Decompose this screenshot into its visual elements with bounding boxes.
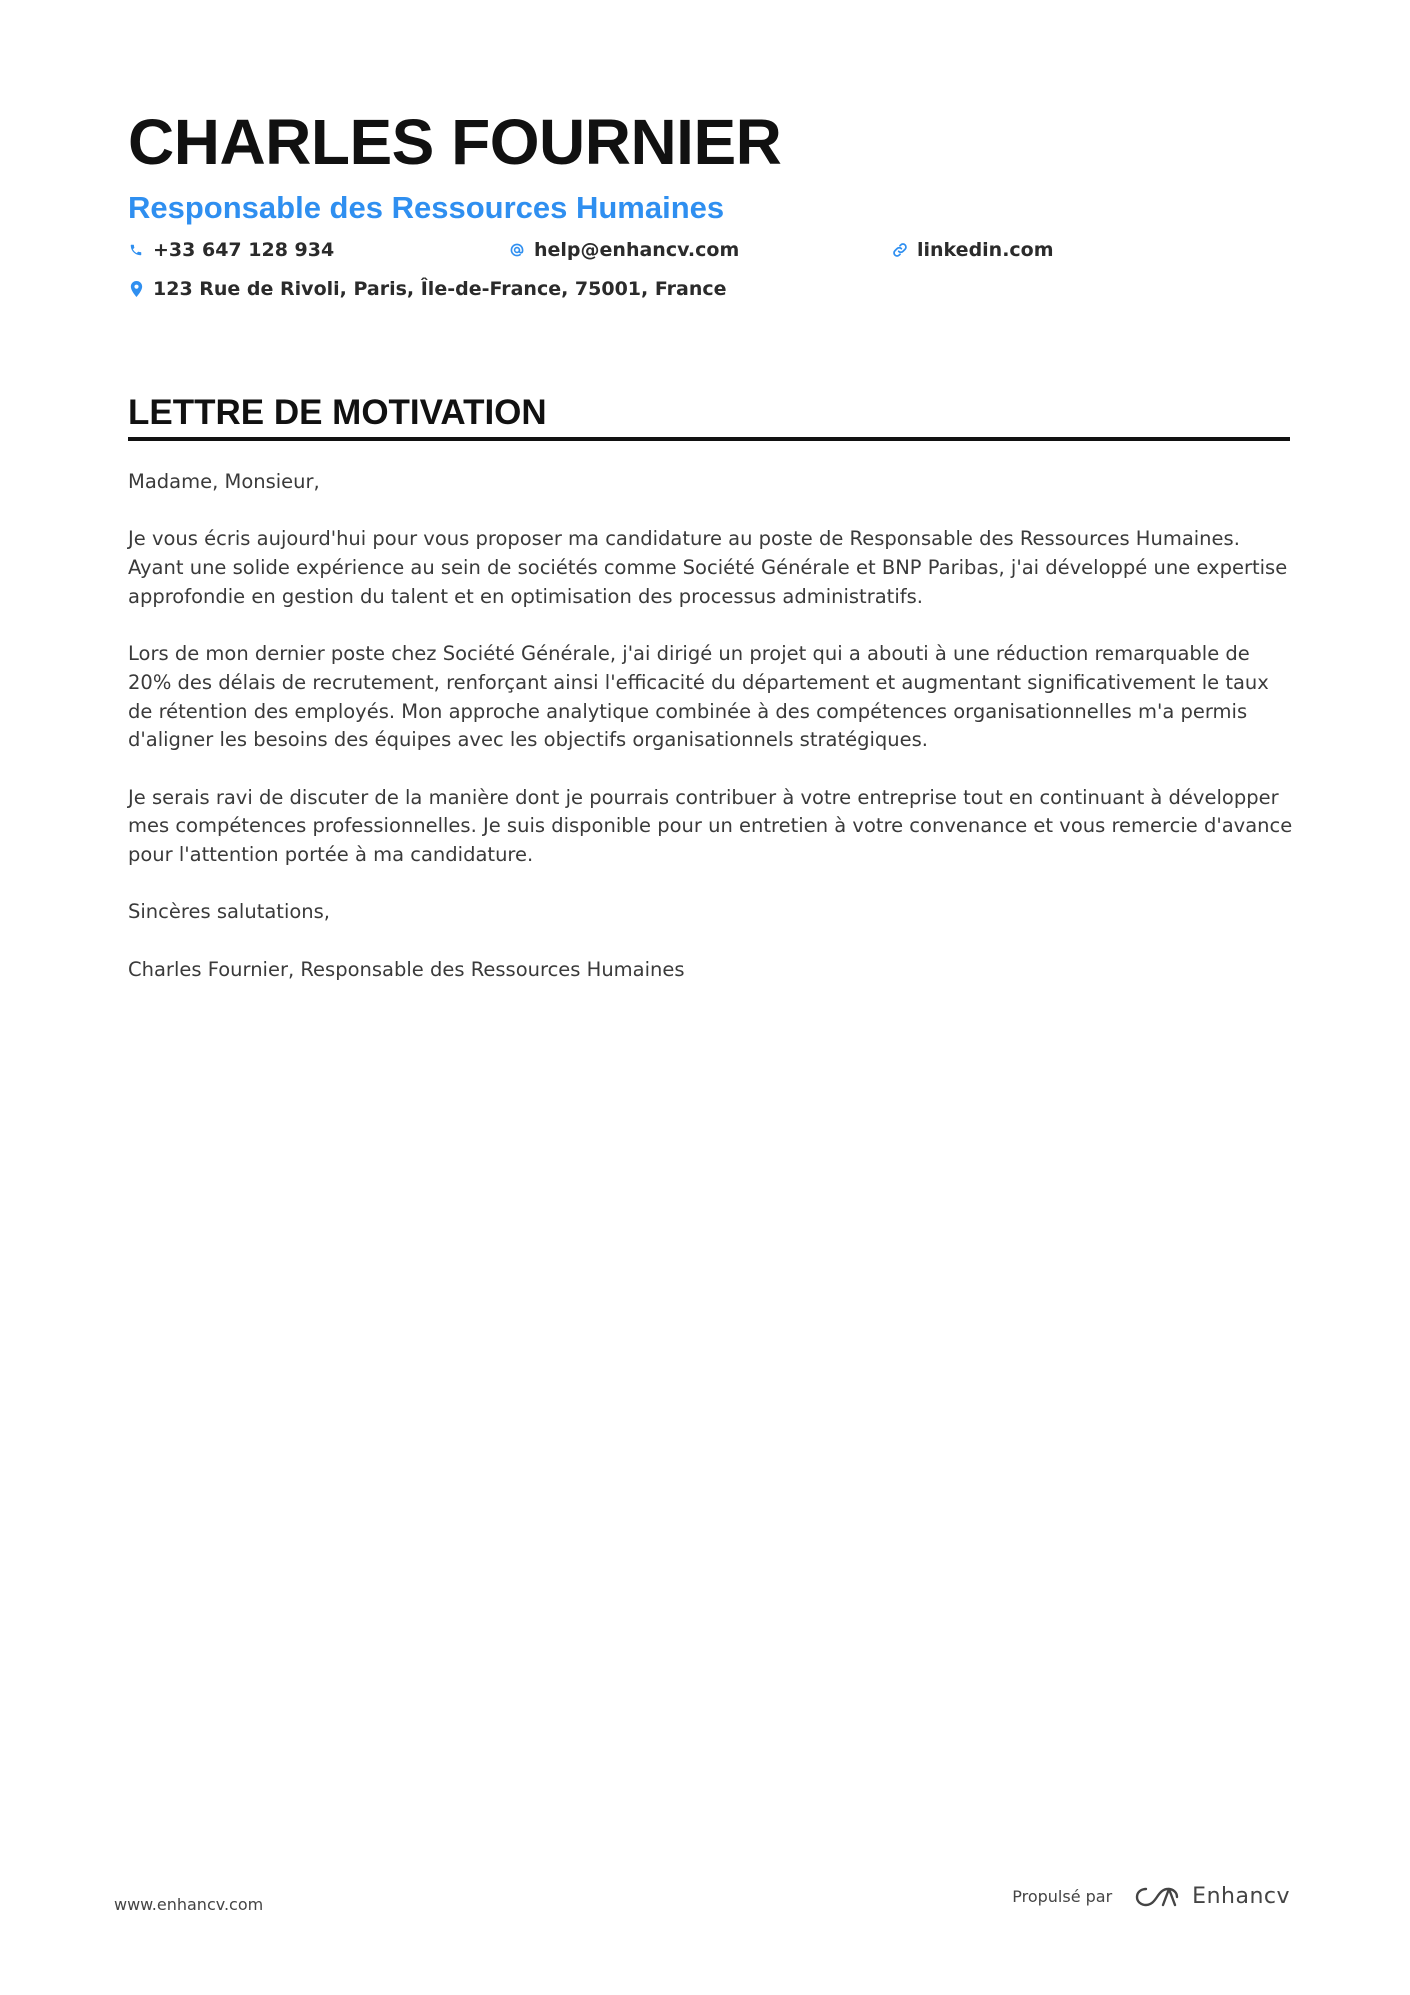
job-title: Responsable des Ressources Humaines — [128, 190, 725, 225]
section-divider — [128, 437, 1290, 441]
letter-body — [128, 468, 1296, 1013]
phone-number: +33 647 128 934 — [153, 239, 335, 261]
address: 123 Rue de Rivoli, Paris, Île-de-France, 75001, France — [153, 278, 727, 300]
footer-powered-by[interactable] — [1012, 1884, 1290, 1909]
letter-closing: Sincères salutations, — [128, 900, 331, 924]
phone-icon — [128, 242, 144, 258]
powered-by-label: Propulsé par — [1012, 1887, 1113, 1906]
footer-website[interactable]: www.enhancv.com — [114, 1895, 264, 1914]
email-address: help@enhancv.com — [534, 239, 740, 261]
contact-phone[interactable] — [128, 239, 334, 261]
link-url: linkedin.com — [917, 239, 1054, 261]
contact-email[interactable] — [509, 239, 739, 261]
letter-salutation: Madame, Monsieur, — [128, 470, 320, 493]
at-icon — [509, 242, 525, 258]
link-icon — [892, 242, 908, 258]
letter-paragraph: Je vous écris aujourd'hui pour vous proposer ma candidature au poste de Responsable des Ressources Humaines. Ayant une solide expérience au sein de sociétés comme Société Générale et BNP Paribas, j'ai développé une expertise approfondie en gestion du talent et en optimisation des processus administratifs. — [128, 527, 1288, 608]
letter-paragraph: Je serais ravi de discuter de la manière dont je pourrais contribuer à votre entreprise tout en continuant à développer mes compétences professionnelles. Je suis disponible pour un entretien à votre convenance et vous remercie d'avance pour l'attention portée à ma candidature. — [128, 785, 1293, 867]
letter-paragraph: Lors de mon dernier poste chez Société Générale, j'ai dirigé un projet qui a abouti à une réduction remarquable de 20% des délais de recrutement, renforçant ainsi l'efficacité du département et augmentant significativement le taux de rétention des employés. Mon approche analytique combinée à des compétences organisationnelles m'a permis d'aligner les besoins des équipes avec les objectifs organisationnels stratégiques. — [128, 642, 1269, 752]
brand-name: Enhancv — [1192, 1884, 1290, 1909]
letter-signature: Charles Fournier, Responsable des Ressources Humaines — [128, 957, 685, 981]
section-title: LETTRE DE MOTIVATION — [128, 393, 547, 432]
location-pin-icon — [128, 281, 144, 297]
contact-address — [128, 278, 727, 300]
candidate-name: CHARLES FOURNIER — [128, 106, 782, 178]
contact-link[interactable] — [892, 239, 1054, 261]
enhancv-logo-icon — [1134, 1885, 1180, 1909]
